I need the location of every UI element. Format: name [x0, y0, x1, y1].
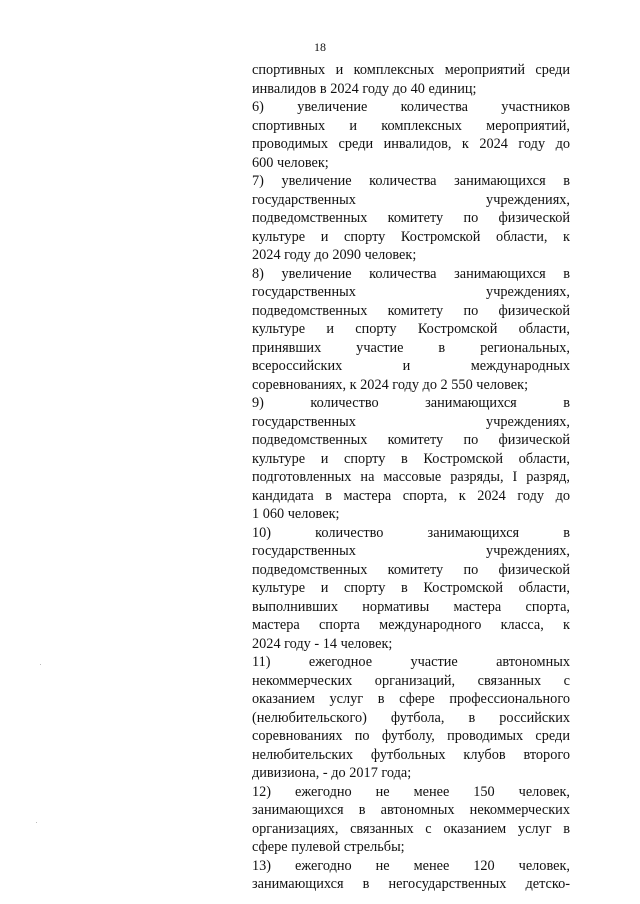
text-line: некоммерческих организаций, связанных с	[252, 672, 570, 689]
paragraph-p9	[252, 394, 570, 524]
text-line: соревнованиях, к 2024 году до 2 550 человек;	[252, 376, 529, 393]
text-line: подведомственных комитету по физической	[252, 210, 570, 226]
text-line: занимающихся в негосударственных детско-	[252, 876, 570, 892]
text-line: кандидата в мастера спорта, к 2024 году до	[252, 487, 570, 504]
text-line: сфере пулевой стрельбы;	[252, 839, 405, 855]
text-line: (нелюбительского) футбола, в российских	[252, 709, 570, 726]
text-line: культуре и спорту Костромской области,	[252, 321, 570, 337]
text-line: занимающихся в автономных некоммерческих	[252, 802, 570, 818]
paragraph-p8	[252, 265, 570, 395]
text-line: 11) ежегодное участие автономных	[252, 654, 570, 670]
text-line: 2024 году до 2090 человек;	[252, 247, 417, 263]
text-line: 10) количество занимающихся в	[252, 524, 570, 541]
text-line: культуре и спорту Костромской области, к	[252, 228, 570, 245]
text-line: подведомственных комитету по физической	[252, 561, 570, 578]
text-line: 1 060 человек;	[252, 506, 340, 522]
text-line: соревнованиях по футболу, проводимых среди	[252, 728, 570, 744]
paragraph-p10	[252, 524, 570, 654]
paragraph-p6	[252, 98, 570, 172]
paragraph-p7	[252, 172, 570, 265]
text-line: государственных учреждениях,	[252, 413, 570, 430]
text-line: оказанием услуг в сфере профессионального	[252, 691, 570, 707]
text-line: культуре и спорту в Костромской области,	[252, 450, 570, 467]
text-line: 6) увеличение количества участников	[252, 99, 570, 115]
text-line: 2024 году - 14 человек;	[252, 635, 393, 652]
text-line: подведомственных комитету по физической	[252, 432, 570, 448]
text-line: организациях, связанных с оказанием услуг в	[252, 820, 570, 837]
text-line: спортивных и комплексных мероприятий среди	[252, 62, 570, 78]
text-line: 7) увеличение количества занимающихся в	[252, 173, 570, 189]
text-line: принявших участие в региональных,	[252, 339, 570, 356]
text-line: нелюбительских футбольных клубов второго	[252, 746, 570, 763]
text-line: подведомственных комитету по физической	[252, 302, 570, 319]
paragraph-cont	[252, 61, 570, 98]
paragraph-p13	[252, 857, 570, 894]
paragraph-p12	[252, 783, 570, 857]
text-line: государственных учреждениях,	[252, 284, 570, 300]
text-line: всероссийских и международных	[252, 358, 570, 374]
paragraph-p11	[252, 653, 570, 783]
document-body	[252, 61, 570, 894]
text-line: 13) ежегодно не менее 120 человек,	[252, 857, 570, 874]
text-line: спортивных и комплексных мероприятий,	[252, 117, 570, 134]
text-line: инвалидов в 2024 году до 40 единиц;	[252, 80, 477, 97]
text-line: государственных учреждениях,	[252, 191, 570, 208]
text-line: 600 человек;	[252, 154, 329, 171]
scan-artifact	[40, 664, 41, 665]
text-line: государственных учреждениях,	[252, 543, 570, 559]
text-line: 8) увеличение количества занимающихся в	[252, 265, 570, 282]
text-line: проводимых среди инвалидов, к 2024 году до	[252, 136, 570, 152]
page-number: 18	[314, 40, 326, 54]
text-line: 12) ежегодно не менее 150 человек,	[252, 783, 570, 800]
text-line: мастера спорта международного класса, к	[252, 617, 570, 633]
text-line: подготовленных на массовые разряды, I разряд,	[252, 469, 570, 485]
text-line: выполнивших нормативы мастера спорта,	[252, 598, 570, 615]
text-line: дивизиона, - до 2017 года;	[252, 765, 412, 781]
scan-artifact	[36, 822, 37, 823]
text-line: культуре и спорту в Костромской области,	[252, 580, 570, 596]
text-line: 9) количество занимающихся в	[252, 395, 570, 411]
